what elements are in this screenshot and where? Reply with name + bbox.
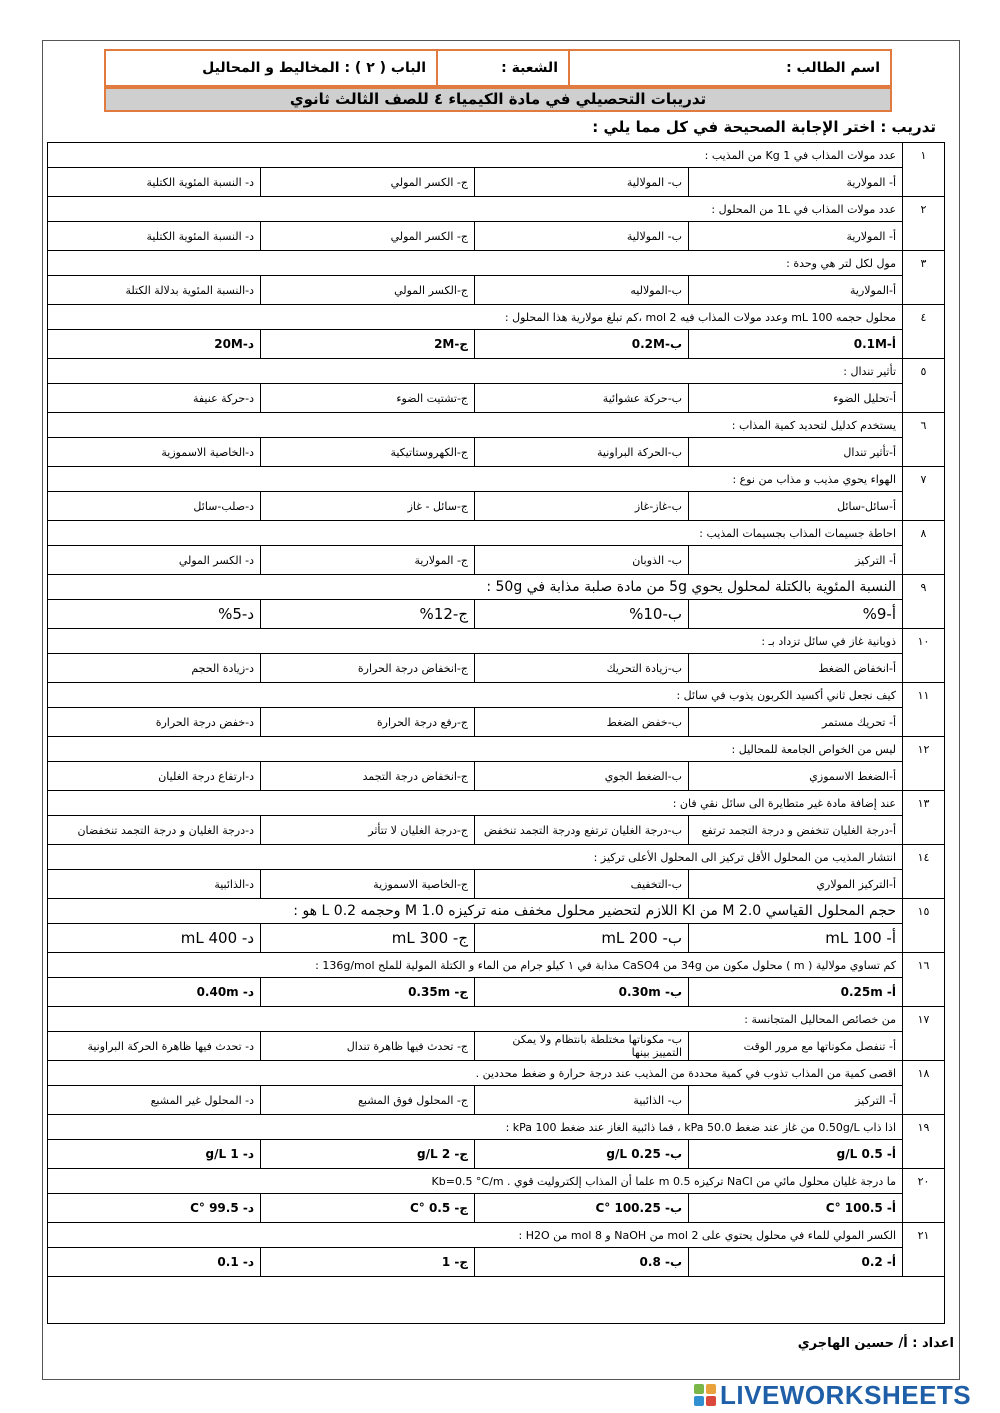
options-row <box>48 1248 945 1277</box>
answer-option[interactable]: أ- 100.5 °C <box>689 1194 903 1223</box>
answer-option[interactable]: أ- 0.2 <box>689 1248 903 1277</box>
answer-option[interactable]: ب- 0.25 g/L <box>475 1140 689 1169</box>
options-row <box>48 384 945 413</box>
question-text: حجم المحلول القياسي 2.0 M من KI اللازم لتحضير محلول مخفف منه تركيزه 1.0 M وحجمه 0.2 L هو : <box>48 899 903 924</box>
answer-option[interactable]: أ-سائل-سائل <box>689 492 903 521</box>
answer-option[interactable]: د- تحدث فيها ظاهرة الحركة البراونية <box>48 1032 261 1061</box>
question-row <box>48 467 945 492</box>
answer-option[interactable]: ب- المولالية <box>475 222 689 251</box>
question-text: كيف نجعل ثاني أكسيد الكربون يذوب في سائل : <box>48 683 903 708</box>
question-number: ٧ <box>903 467 945 521</box>
questions-table <box>47 142 945 1324</box>
answer-option[interactable]: ج-2M <box>261 330 475 359</box>
answer-option[interactable]: أ-الضغط الاسموزي <box>689 762 903 791</box>
answer-option[interactable]: ج-تشتيت الضوء <box>261 384 475 413</box>
options-row <box>48 1032 945 1061</box>
answer-option[interactable]: ب- المولالية <box>475 168 689 197</box>
answer-option[interactable]: ج-الخاصية الاسموزية <box>261 870 475 899</box>
answer-option[interactable]: ب-درجة الغليان ترتفع ودرجة التجمد تنخفض <box>475 816 689 845</box>
options-row <box>48 222 945 251</box>
answer-option[interactable]: أ-9% <box>689 600 903 629</box>
blank-cell <box>48 1277 945 1324</box>
answer-option[interactable]: ج- المحلول فوق المشبع <box>261 1086 475 1115</box>
question-number: ١٦ <box>903 953 945 1007</box>
page-title: تدريبات التحصيلي في مادة الكيمياء ٤ للصف الثالث ثانوي <box>104 87 892 112</box>
question-row <box>48 305 945 330</box>
question-row <box>48 845 945 870</box>
options-row <box>48 708 945 737</box>
question-number: ١٠ <box>903 629 945 683</box>
answer-option[interactable]: د- 0.40m <box>48 978 261 1007</box>
question-text: الكسر المولي للماء في محلول يحتوي على 2 mol من NaOH و 8 mol من H2O : <box>48 1223 903 1248</box>
blank-row <box>48 1277 945 1324</box>
question-text: عدد مولات المذاب في 1 Kg من المذيب : <box>48 143 903 168</box>
answer-option[interactable]: أ-المولارية <box>689 276 903 305</box>
answer-option[interactable]: ب-الحركة البراونية <box>475 438 689 467</box>
question-number: ١٣ <box>903 791 945 845</box>
answer-option[interactable]: د- المحلول غير المشبع <box>48 1086 261 1115</box>
liveworksheets-logo[interactable] <box>694 1380 971 1410</box>
question-text: اذا ذاب 0.50g/L من غاز عند ضغط 50.0 kPa ، فما ذائبية الغاز عند ضغط 100 kPa : <box>48 1115 903 1140</box>
question-number: ١ <box>903 143 945 197</box>
answer-option[interactable]: د- النسبة المئوية الكتلية <box>48 222 261 251</box>
question-row <box>48 1223 945 1248</box>
question-text: عند إضافة مادة غير متطايرة الى سائل نقي فان : <box>48 791 903 816</box>
options-row <box>48 276 945 305</box>
options-row <box>48 600 945 629</box>
answer-option[interactable]: أ-تأثير تندال <box>689 438 903 467</box>
question-number: ٢٠ <box>903 1169 945 1223</box>
question-text: اقصى كمية من المذاب تذوب في كمية محددة من المذيب عند درجة حرارة و ضغط محددين . <box>48 1061 903 1086</box>
question-text: كم تساوي مولالية ( m ) محلول مكون من 34g من CaSO4 مذابة في ١ كيلو جرام من الماء و الكتلة المولية للملح 136g/mol : <box>48 953 903 978</box>
options-row <box>48 492 945 521</box>
question-row <box>48 683 945 708</box>
answer-option[interactable]: ج-انخفاض درجة التجمد <box>261 762 475 791</box>
answer-option[interactable]: أ- المولارية <box>689 222 903 251</box>
question-row <box>48 1007 945 1032</box>
answer-option[interactable]: ج- 300 mL <box>261 924 475 953</box>
logo-text: LIVEWORKSHEETS <box>720 1379 972 1410</box>
question-number: ٣ <box>903 251 945 305</box>
question-row <box>48 413 945 438</box>
answer-option[interactable]: ج-درجة الغليان لا تتأثر <box>261 816 475 845</box>
options-row <box>48 546 945 575</box>
answer-option[interactable]: ب-0.2M <box>475 330 689 359</box>
answer-option[interactable]: د-ارتفاع درجة الغليان <box>48 762 261 791</box>
answer-option[interactable]: أ- تحريك مستمر <box>689 708 903 737</box>
question-number: ٢١ <box>903 1223 945 1277</box>
question-number: ١٩ <box>903 1115 945 1169</box>
answer-option[interactable]: د- النسبة المئوية الكتلية <box>48 168 261 197</box>
question-text: ذوبانية غاز في سائل تزداد بـ : <box>48 629 903 654</box>
answer-option[interactable]: أ-0.1M <box>689 330 903 359</box>
answer-option[interactable]: ب-10% <box>475 600 689 629</box>
question-text: محلول حجمه 100 mL وعدد مولات المذاب فيه 2 mol ،كم تبلغ مولارية هذا المحلول : <box>48 305 903 330</box>
answer-option[interactable]: د- 400 mL <box>48 924 261 953</box>
answer-option[interactable]: أ- 0.25m <box>689 978 903 1007</box>
question-row <box>48 899 945 924</box>
options-row <box>48 654 945 683</box>
answer-option[interactable]: د-النسبة المئوية بدلالة الكتلة <box>48 276 261 305</box>
answer-option[interactable]: أ-انخفاض الضغط <box>689 654 903 683</box>
question-number: ٥ <box>903 359 945 413</box>
answer-option[interactable]: ج- الكسر المولي <box>261 168 475 197</box>
question-text: النسبة المئوية بالكتلة لمحلول يحوي 5g من مادة صلبة مذابة في 50g : <box>48 575 903 600</box>
answer-option[interactable]: ب- 0.30m <box>475 978 689 1007</box>
options-row <box>48 330 945 359</box>
question-row <box>48 629 945 654</box>
answer-option[interactable]: ب- 100.25 °C <box>475 1194 689 1223</box>
question-number: ٢ <box>903 197 945 251</box>
question-row <box>48 251 945 276</box>
answer-option[interactable]: أ- 100 mL <box>689 924 903 953</box>
student-name-field[interactable]: اسم الطالب : <box>569 50 891 86</box>
options-row <box>48 438 945 467</box>
instruction-text: تدريب : اختر الإجابة الصحيحة في كل مما يلي : <box>592 118 936 136</box>
options-row <box>48 816 945 845</box>
question-text: من خصائص المحاليل المتجانسة : <box>48 1007 903 1032</box>
answer-option[interactable]: ب-التخفيف <box>475 870 689 899</box>
options-row <box>48 1086 945 1115</box>
question-number: ٤ <box>903 305 945 359</box>
question-number: ٩ <box>903 575 945 629</box>
question-row <box>48 575 945 600</box>
question-text: الهواء يحوي مذيب و مذاب من نوع : <box>48 467 903 492</box>
answer-option[interactable]: د- 0.1 <box>48 1248 261 1277</box>
question-row <box>48 953 945 978</box>
answer-option[interactable]: ب- 200 mL <box>475 924 689 953</box>
question-number: ١٧ <box>903 1007 945 1061</box>
question-number: ١٤ <box>903 845 945 899</box>
answer-option[interactable]: ج- 1 <box>261 1248 475 1277</box>
question-number: ١٥ <box>903 899 945 953</box>
answer-option[interactable]: ب-زيادة التحريك <box>475 654 689 683</box>
question-row <box>48 359 945 384</box>
answer-option[interactable]: ج- 2 g/L <box>261 1140 475 1169</box>
section-field[interactable]: الشعبة : <box>437 50 569 86</box>
question-text: مول لكل لتر هي وحدة : <box>48 251 903 276</box>
question-row <box>48 1061 945 1086</box>
question-text: تأثير تندال : <box>48 359 903 384</box>
answer-option[interactable]: أ- التركيز <box>689 1086 903 1115</box>
logo-grid-icon <box>694 1384 716 1406</box>
answer-option[interactable]: د-صلب-سائل <box>48 492 261 521</box>
question-row <box>48 737 945 762</box>
answer-option[interactable]: د- 1 g/L <box>48 1140 261 1169</box>
answer-option[interactable]: ب-حركة عشوائية <box>475 384 689 413</box>
answer-option[interactable]: أ-تحليل الضوء <box>689 384 903 413</box>
answer-option[interactable]: ج-رفع درجة الحرارة <box>261 708 475 737</box>
question-row <box>48 197 945 222</box>
options-row <box>48 924 945 953</box>
answer-option[interactable]: ب- مكوناتها مختلطة بانتظام ولا يمكن التمييز بينها <box>475 1032 689 1061</box>
answer-option[interactable]: أ- المولارية <box>689 168 903 197</box>
answer-option[interactable]: ب-المولاليه <box>475 276 689 305</box>
answer-option[interactable]: د-زيادة الحجم <box>48 654 261 683</box>
answer-option[interactable]: ج- المولارية <box>261 546 475 575</box>
answer-option[interactable]: د-خفض درجة الحرارة <box>48 708 261 737</box>
options-row <box>48 1194 945 1223</box>
question-text: يستخدم كدليل لتحديد كمية المذاب : <box>48 413 903 438</box>
answer-option[interactable]: ج- 0.35m <box>261 978 475 1007</box>
answer-option[interactable]: ب- الذائبية <box>475 1086 689 1115</box>
chapter-label: الباب ( ٢ ) : المخاليط و المحاليل <box>105 50 437 86</box>
answer-option[interactable]: د-الخاصية الاسموزية <box>48 438 261 467</box>
options-row <box>48 978 945 1007</box>
answer-option[interactable]: ب-الضغط الجوي <box>475 762 689 791</box>
answer-option[interactable]: ج- 0.5 °C <box>261 1194 475 1223</box>
question-text: انتشار المذيب من المحلول الأقل تركيز الى المحلول الأعلى تركيز : <box>48 845 903 870</box>
prepared-by: اعداد : أ/ حسين الهاجري <box>797 1336 954 1351</box>
answer-option[interactable]: ج-12% <box>261 600 475 629</box>
options-row <box>48 870 945 899</box>
answer-option[interactable]: ب-خفض الضغط <box>475 708 689 737</box>
options-row <box>48 1140 945 1169</box>
answer-option[interactable]: ج-الكسر المولي <box>261 276 475 305</box>
question-text: احاطة جسيمات المذاب بجسيمات المذيب : <box>48 521 903 546</box>
answer-option[interactable]: ج-انخفاض درجة الحرارة <box>261 654 475 683</box>
options-row <box>48 168 945 197</box>
answer-option[interactable]: أ- تنفصل مكوناتها مع مرور الوقت <box>689 1032 903 1061</box>
question-number: ١٨ <box>903 1061 945 1115</box>
answer-option[interactable]: ب-غاز-غاز <box>475 492 689 521</box>
question-number: ٨ <box>903 521 945 575</box>
answer-option[interactable]: ج- تحدث فيها ظاهرة تندال <box>261 1032 475 1061</box>
answer-option[interactable]: د- 99.5 °C <box>48 1194 261 1223</box>
answer-option[interactable]: أ-درجة الغليان تنخفض و درجة التجمد ترتفع <box>689 816 903 845</box>
answer-option[interactable]: أ- 0.5 g/L <box>689 1140 903 1169</box>
question-number: ١٢ <box>903 737 945 791</box>
question-number: ٦ <box>903 413 945 467</box>
answer-option[interactable]: د-حركة عنيفة <box>48 384 261 413</box>
answer-option[interactable]: د-5% <box>48 600 261 629</box>
question-row <box>48 791 945 816</box>
answer-option[interactable]: أ- التركيز <box>689 546 903 575</box>
answer-option[interactable]: د-درجة الغليان و درجة التجمد تنخفضان <box>48 816 261 845</box>
question-number: ١١ <box>903 683 945 737</box>
answer-option[interactable]: د-20M <box>48 330 261 359</box>
question-text: ليس من الخواص الجامعة للمحاليل : <box>48 737 903 762</box>
question-text: ما درجة غليان محلول مائي من NaCl تركيزه 0.5 m علما أن المذاب إلكتروليت قوي . Kb=0.5 °C/m <box>48 1169 903 1194</box>
answer-option[interactable]: ج-سائل - غاز <box>261 492 475 521</box>
answer-option[interactable]: ج-الكهروستاتيكية <box>261 438 475 467</box>
answer-option[interactable]: ب- الذوبان <box>475 546 689 575</box>
question-row <box>48 1169 945 1194</box>
question-row <box>48 1115 945 1140</box>
answer-option[interactable]: ج- الكسر المولي <box>261 222 475 251</box>
question-row <box>48 143 945 168</box>
answer-option[interactable]: د-الذائبية <box>48 870 261 899</box>
question-row <box>48 521 945 546</box>
question-text: عدد مولات المذاب في 1L من المحلول : <box>48 197 903 222</box>
answer-option[interactable]: د- الكسر المولي <box>48 546 261 575</box>
answer-option[interactable]: ب- 0.8 <box>475 1248 689 1277</box>
header-info <box>104 49 892 87</box>
answer-option[interactable]: أ-التركيز المولاري <box>689 870 903 899</box>
options-row <box>48 762 945 791</box>
